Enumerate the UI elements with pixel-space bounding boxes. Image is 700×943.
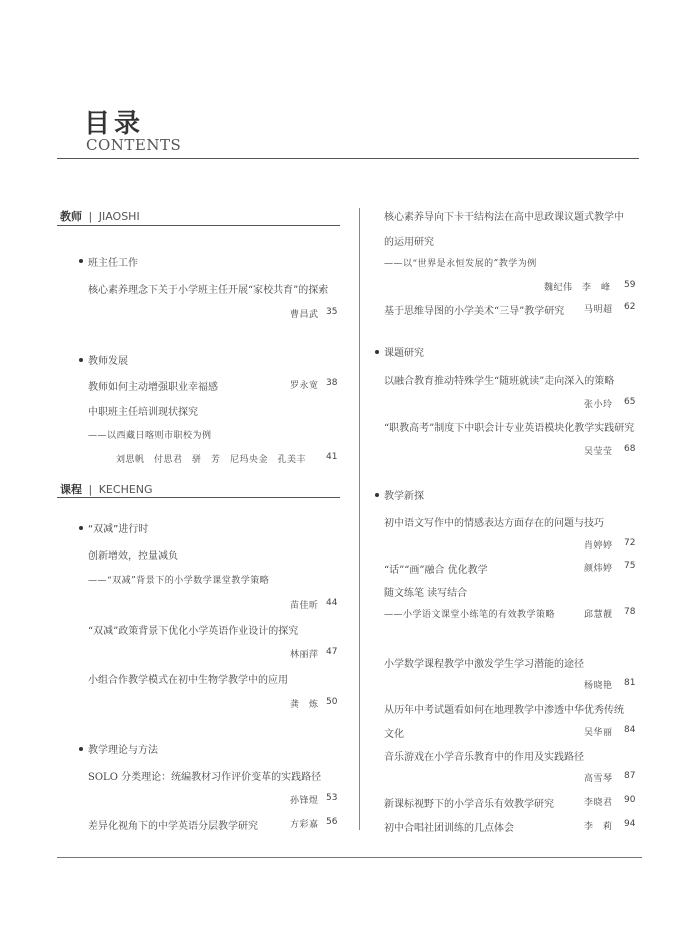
article-author: 肖婷婷 [584,541,613,551]
article-author: 颜炜婷 [584,564,613,574]
article-page: 35 [326,307,338,317]
article-title[interactable]: 随文练笔 读写结合 [384,588,468,599]
article-page: 62 [624,302,636,312]
article-author: 吴华丽 [584,728,613,738]
article-page: 38 [326,378,338,388]
article-page: 47 [326,647,338,657]
article-title[interactable]: 核心素养导向下卡干结构法在高中思政课议题式教学中 [384,212,624,223]
article-page: 84 [624,725,636,735]
article-author: 李晓君 [584,798,613,808]
category-label: “双减”进行时 [88,524,149,535]
article-author: 吴莹莹 [584,447,613,457]
article-author: 方彩嘉 [290,820,319,830]
bullet-dot [375,493,379,497]
article-title[interactable]: SOLO 分类理论：统编教材习作评价变革的实践路径 [88,772,322,783]
category-label: 教学新探 [384,491,424,502]
category-label: 班主任工作 [88,258,138,269]
article-title[interactable]: “双减”政策背景下优化小学英语作业设计的探究 [88,626,299,637]
article-title[interactable]: 中职班主任培训现状探究 [88,407,198,418]
article-title[interactable]: 小学数学课程教学中激发学生学习潜能的途径 [384,659,584,670]
bullet-dot [79,526,83,530]
article-title[interactable]: 从历年中考试题看如何在地理教学中渗透中华优秀传统 [384,705,624,716]
article-page: 78 [624,607,636,617]
section-en: JIAOSHI [98,210,140,223]
article-author: 林丽萍 [290,650,319,660]
article-title-cont[interactable]: 文化 [384,729,404,740]
section-cn: 教师 [60,210,82,223]
article-page: 75 [624,561,636,571]
article-page: 56 [326,817,338,827]
article-title[interactable]: 初中语文写作中的情感表达方面存在的问题与技巧 [384,518,604,529]
section-en: KECHENG [98,483,153,496]
bullet-dot [79,358,83,362]
article-author: 张小玲 [584,400,613,410]
footer-rule [57,857,642,858]
article-title[interactable]: 基于思维导图的小学美术“三导”教学研究 [384,306,565,317]
column-divider [359,208,360,830]
section-separator: | [88,483,93,496]
article-author: 高雪琴 [584,774,613,784]
article-author: 苗佳昕 [290,601,319,611]
page-title: 目录 [84,109,145,139]
section-rule-course [57,497,340,498]
article-subtitle: ——小学语文课堂小练笔的有效教学策略 [384,610,556,620]
article-page: 41 [326,452,338,462]
article-title[interactable]: 新课标视野下的小学音乐有效教学研究 [384,799,554,810]
article-title[interactable]: 以融合教育推动特殊学生“随班就读”走向深入的策略 [384,376,615,387]
article-author: 邱慧靓 [584,610,613,620]
article-subtitle: ——以西藏日喀则市职校为例 [88,431,212,441]
bullet-dot [375,350,379,354]
article-author: 孙锋煜 [290,796,319,806]
category-label: 课题研究 [384,348,424,359]
article-page: 90 [624,795,636,805]
article-author: 罗永宽 [290,381,319,391]
category-label: 教师发展 [88,356,128,367]
header-rule [57,158,639,159]
article-page: 65 [624,397,636,407]
section-header-course [60,481,153,497]
article-subtitle: ——“双减”背景下的小学数学课堂教学策略 [88,576,270,586]
article-page: 87 [624,771,636,781]
article-page: 53 [326,793,338,803]
article-title-cont[interactable]: 的运用研究 [384,237,434,248]
article-author: 马明超 [584,305,613,315]
article-page: 72 [624,538,636,548]
article-author: 魏纪伟 李 峰 [544,283,611,293]
article-author: 杨晓艳 [584,681,613,691]
article-page: 44 [326,598,338,608]
article-title[interactable]: 音乐游戏在小学音乐教育中的作用及实践路径 [384,752,584,763]
article-page: 59 [624,280,636,290]
article-title[interactable]: 差异化视角下的中学英语分层教学研究 [88,821,258,832]
section-header-teacher [60,208,140,224]
article-title[interactable]: 创新增效，控量减负 [88,551,178,562]
section-separator: | [88,210,93,223]
page-subtitle: CONTENTS [86,136,182,154]
category-label: 教学理论与方法 [88,745,158,756]
article-author: 李 莉 [584,822,613,832]
article-author: 曹昌武 [290,310,319,320]
bullet-dot [79,259,83,263]
article-page: 50 [326,697,338,707]
article-subtitle: ——以“世界是永恒发展的”教学为例 [384,259,537,269]
article-page: 81 [624,678,636,688]
article-title[interactable]: 教师如何主动增强职业幸福感 [88,382,218,393]
article-title[interactable]: “职教高考”制度下中职会计专业英语模块化教学实践研究 [384,423,635,434]
section-rule-teacher [57,225,340,226]
article-author: 龚 炼 [290,700,319,710]
article-title[interactable]: 初中合唱社团训练的几点体会 [384,823,514,834]
article-author: 刘思帆 付思君 骈 芳 尼玛央金 孔美丰 [116,455,307,465]
article-title[interactable]: 核心素养理念下关于小学班主任开展“家校共育”的探索 [88,285,329,296]
article-page: 94 [624,819,636,829]
article-page: 68 [624,444,636,454]
article-title[interactable]: 小组合作教学模式在初中生物学教学中的应用 [88,675,288,686]
article-title[interactable]: “话”“画”融合 优化教学 [384,565,488,576]
bullet-dot [79,747,83,751]
section-cn: 课程 [60,483,82,496]
